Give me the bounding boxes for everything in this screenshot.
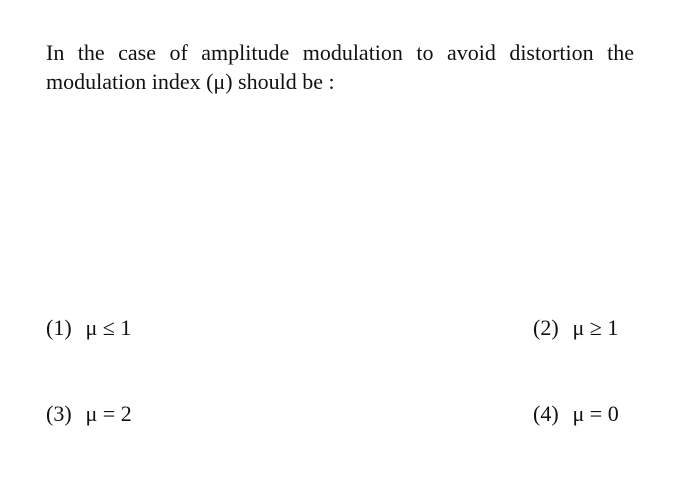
option-4[interactable]: [533, 401, 619, 427]
option-3-number: (3): [46, 401, 72, 426]
option-2-number: (2): [533, 315, 559, 340]
option-2-expression: μ ≥ 1: [572, 315, 619, 340]
option-1-expression: μ ≤ 1: [85, 315, 132, 340]
option-3-expression: μ = 2: [85, 401, 132, 426]
option-4-expression: μ = 0: [572, 401, 619, 426]
option-3[interactable]: [46, 401, 132, 427]
question-text: In the case of amplitude modulation to avoid distortion the modulation index (μ) should be :: [46, 40, 634, 94]
option-4-number: (4): [533, 401, 559, 426]
option-1-number: (1): [46, 315, 72, 340]
option-1[interactable]: [46, 315, 131, 341]
option-2[interactable]: [533, 315, 618, 341]
